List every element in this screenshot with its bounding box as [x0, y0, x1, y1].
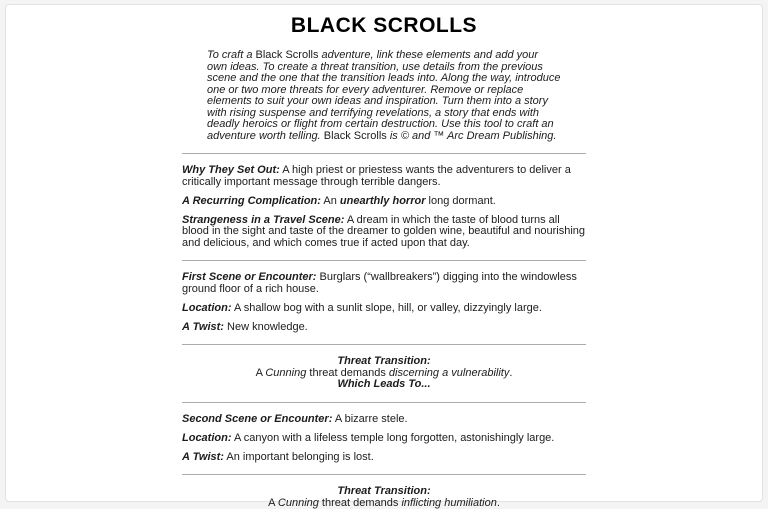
intro-paragraph: To craft a Black Scrolls adventure, link these elements and add your own ideas. To create a threat transition, use details from the previous scene and the one that the transition leads into. Along the way, introduce one or two more threats for every adventurer. Remove or replace elements to suit your own ideas and inspiration. Turn them into a story with rising suspense and terrifying revelations, a story that ends with deadly heroics or flight from certain destruction. Use this tool to craft an adventure worth telling. Black Scrolls is © and ™ Arc Dream Publishing. — [207, 50, 561, 142]
section-divider — [182, 402, 586, 403]
section-divider — [182, 344, 586, 345]
section-divider — [182, 260, 586, 261]
document-card — [5, 4, 763, 502]
threat-transition-block-1 — [182, 356, 586, 391]
transition-leads-to: Which Leads To... — [182, 379, 586, 391]
transition-heading: Threat Transition: — [182, 356, 586, 368]
para-twist-first-scene: A Twist: New knowledge. — [182, 322, 586, 334]
para-recurring-complication: A Recurring Complication: An unearthly horror long dormant. — [182, 196, 586, 208]
threat-transition-block-2 — [182, 486, 586, 509]
para-why-they-set-out: Why They Set Out: A high priest or priestess wants the adventurers to deliver a critically important message through terrible dangers. — [182, 165, 586, 188]
para-twist-second-scene: A Twist: An important belonging is lost. — [182, 452, 586, 464]
para-location-second-scene: Location: A canyon with a lifeless temple long forgotten, astonishingly large. — [182, 433, 586, 445]
section-divider — [182, 153, 586, 154]
para-strangeness-travel-scene: Strangeness in a Travel Scene: A dream in which the taste of blood turns all blood in the sight and taste of the dreamer to golden wine, beautiful and nourishing and delicious, and which comes true if acted upon that day. — [182, 215, 586, 250]
transition-heading: Threat Transition: — [182, 486, 586, 498]
para-second-scene-encounter: Second Scene or Encounter: A bizarre stele. — [182, 414, 586, 426]
para-first-scene-encounter: First Scene or Encounter: Burglars (“wallbreakers”) digging into the windowless ground floor of a rich house. — [182, 272, 586, 295]
transition-detail: A Cunning threat demands inflicting humiliation. — [182, 498, 586, 509]
para-location-first-scene: Location: A shallow bog with a sunlit slope, hill, or valley, dizzyingly large. — [182, 303, 586, 315]
page-title: BLACK SCROLLS — [182, 14, 586, 38]
section-divider — [182, 474, 586, 475]
content-column — [182, 5, 586, 509]
transition-detail: A Cunning threat demands discerning a vulnerability. — [182, 368, 586, 380]
